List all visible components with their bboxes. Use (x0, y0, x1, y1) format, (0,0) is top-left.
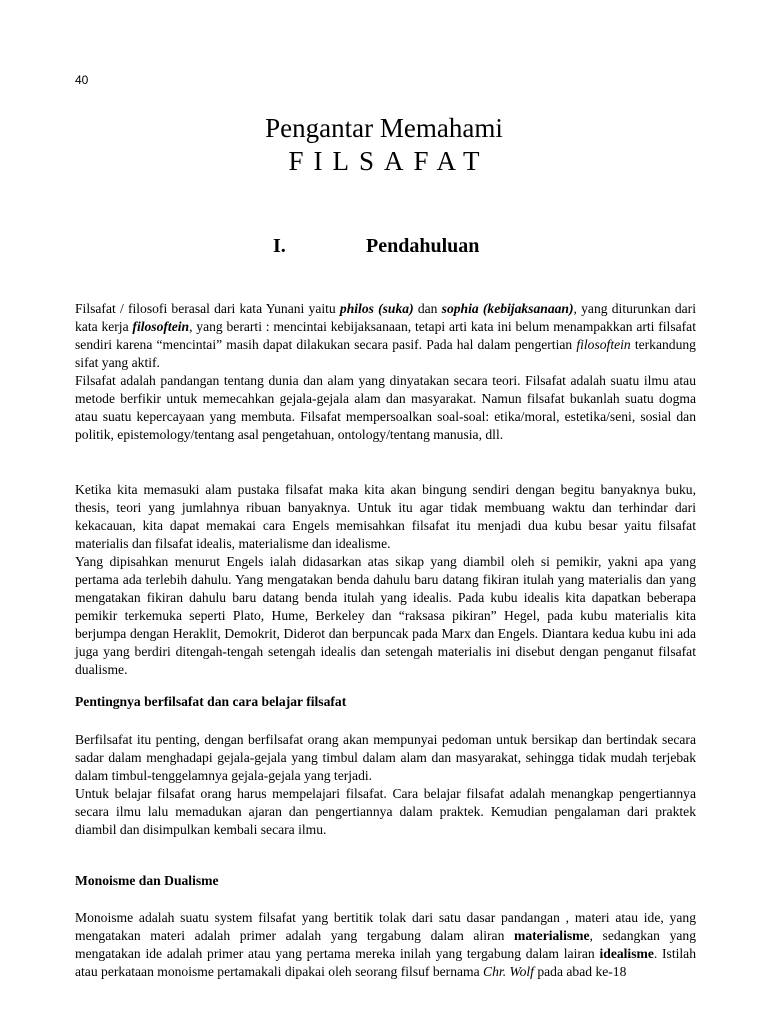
text-run: , sedangkan yang mengatakan ide adalah primer atau yang pertama mereka inilah yang tergabung dalam lairan (75, 928, 696, 961)
intro-paragraph-1 (75, 300, 696, 372)
ketika-paragraph-1: Ketika kita memasuki alam pustaka filsafat maka kita akan bingung sendiri dengan begitu banyaknya buku, thesis, teori yang jumlahnya ribuan banyaknya. Untuk itu agar tidak membuang waktu dan terhindar dari kekacauan, kita dapat memakai cara Engels memisahkan filsafat itu menjadi dua kubu besar yaitu filsafat materialis dan filsafat idealis, materialisme dan idealisme. (75, 482, 696, 551)
intro-block (75, 300, 696, 444)
term-materialisme: materialisme (514, 928, 590, 943)
text-run: dan (413, 301, 442, 316)
term-filosoftein: filosoftein (132, 319, 190, 334)
text-run: . Istilah atau perkataan monoisme pertamakali dipakai oleh seorang filsuf bernama (75, 946, 697, 979)
intro-paragraph-2: Filsafat adalah pandangan tentang dunia dan alam yang dinyatakan secara teori. Filsafat adalah suatu ilmu atau metode berfikir untuk memecahkan gejala-gejala alam dan masyarakat. Namun filsafat bukanlah suatu dogma atau suatu kepercayaan yang membuta. Filsafat mempersoalkan soal-soal: etika/moral, estetika/seni, sosial dan politik, epistemology/tentang asal pengetahuan, ontology/tentang manusia, dll. (75, 373, 696, 442)
text-run: , yang diturunkan dari kata kerja (75, 301, 696, 334)
term-idealisme: idealisme (599, 946, 654, 961)
term-filosoftein-italic: filosoftein (576, 337, 631, 352)
text-run: terkandung sifat yang aktif. (75, 337, 696, 370)
section-title: Pendahuluan (366, 235, 480, 257)
title-line-2: FILSAFAT (288, 146, 490, 176)
text-run: pada abad ke-18 (533, 964, 627, 979)
title-line-1: Pengantar Memahami (265, 113, 503, 143)
page-number: 40 (75, 73, 89, 87)
pentingnya-paragraph-1: Berfilsafat itu penting, dengan berfilsafat orang akan mempunyai pedoman untuk bersikap dan bertindak secara sadar dalam menghadapi gejala-gejala yang timbul dalam alam dan masyarakat, sehingga tidak mudah terjebak dalam timbul-tenggelamnya gejala-gejala yang terjadi. (75, 732, 696, 783)
pentingnya-block (75, 731, 696, 839)
term-philos: philos (suka) (339, 301, 414, 316)
ketika-paragraph-2: Yang dipisahkan menurut Engels ialah didasarkan atas sikap yang diambil oleh si pemikir, yakni apa yang pertama ada terlebih dahulu. Yang mengatakan benda dahulu baru datang fikiran itulah yang materialis dan yang mengatakan fikiran dahulu baru datang benda itulah yang idealis. Pada kubu idealis kita dapatkan beberapa pemikir terkemuka seperti Plato, Hume, Berkeley dan “raksasa pikiran” Hegel, pada kubu materialis kita berjumpa dengan Heraklit, Demokrit, Diderot dan berpuncak pada Marx dan Engels. Diantara kedua kubu ini ada juga yang berdiri ditengah-tengah setengah idealis dan setengah materialis ini disebut dengan penganut filsafat dualisme. (75, 554, 696, 677)
section-number: I. (273, 235, 286, 257)
ketika-block (75, 481, 696, 679)
term-sophia: sophia (kebijaksanaan) (441, 301, 574, 316)
monoisme-block (75, 909, 696, 981)
pentingnya-paragraph-2: Untuk belajar filsafat orang harus mempelajari filsafat. Cara belajar filsafat adalah menangkap pengertiannya secara ilmu lalu memadukan ajaran dan pengertiannya dalam praktek. Kemudian pengalaman dari praktek diambil dan disimpulkan kembali secara ilmu. (75, 786, 696, 837)
text-run: Monoisme adalah suatu system filsafat yang bertitik tolak dari satu dasar pandangan , materi atau ide, yang mengatakan materi adalah primer adalah yang tergabung dalam aliran (75, 910, 696, 943)
monoisme-heading: Monoisme dan Dualisme (75, 873, 219, 888)
pentingnya-heading: Pentingnya berfilsafat dan cara belajar filsafat (75, 694, 347, 709)
text-run: Filsafat / filosofi berasal dari kata Yunani yaitu (75, 301, 340, 316)
text-run: , yang berarti : mencintai kebijaksanaan, tetapi arti kata ini belum menampakkan arti filsafat sendiri karena “mencintai” masih dapat dilakukan secara pasif. Pada hal dalam pengertian (75, 319, 696, 352)
monoisme-paragraph (75, 909, 696, 981)
term-chr-wolf: Chr. Wolf (483, 964, 534, 979)
